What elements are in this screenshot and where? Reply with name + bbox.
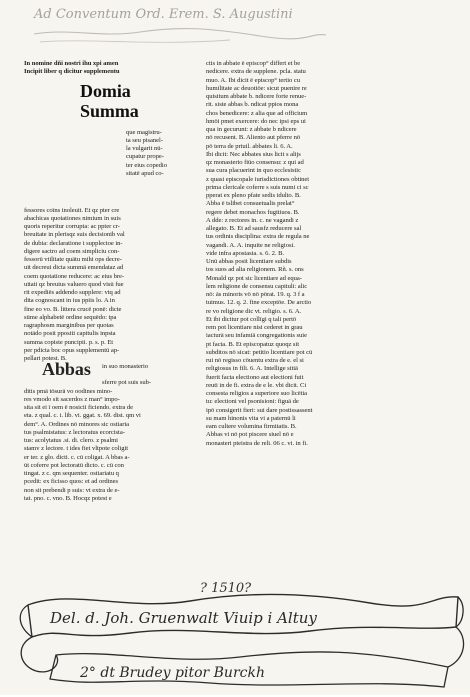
- body-line: rui nō regisso cōuentu extra de e. el si: [206, 357, 304, 364]
- body-line: Ibi dicit: Nec abbates sius licit s alijs: [206, 150, 301, 158]
- body-line: vide infra apostasia. s. 6. 2. B.: [206, 249, 285, 257]
- body-line: vagandi. A. A. inquite ne religiosi.: [206, 241, 295, 249]
- body-line: humilitate ac deuotiōe: sicut puenire re: [206, 84, 307, 92]
- heading-line-1: In nomine dñi nostri ihu xpi amen: [24, 60, 119, 67]
- body-line: rit expediēs addendo supplere: vtq ad: [24, 289, 121, 296]
- body-line: pcedit: ex ficisso quos: et ad ordines: [24, 478, 119, 486]
- body-line: rit. siste abbas b. ndicat ppios mona: [206, 101, 299, 109]
- body-line: A dde: z rectores in. c. ne vagandi z: [206, 216, 299, 224]
- side-line: cupatur prope-: [126, 153, 164, 161]
- body-line: nō recusent. B. Aliento aut pferre nō: [206, 134, 301, 142]
- body-line: digere sactro ad coem simpliciu con-: [24, 247, 120, 255]
- body-line: Et ibi dicitur pot collīgi q tali pertō: [206, 315, 297, 323]
- initial-prefix: Domia: [80, 80, 131, 101]
- body-line: eta. z qual. c. i. lib. vi. ggat. x. 69. dist. qm vi: [24, 412, 141, 420]
- abbas-initial-word: Abbas: [42, 359, 91, 380]
- body-line: fine eo vo. B. littera crucē ponē: dicte: [24, 305, 122, 313]
- scroll-inscription-top: Del. d. Joh. Gruenwalt Viuip i Altuy: [50, 609, 317, 627]
- body-line: nedicere. extra de supplene. pcla. statu: [206, 68, 306, 76]
- body-line: fessorū vtilitate quātu mihi ops decre-: [24, 256, 122, 263]
- body-line: pt facta. B. Et episcopatuz quoqz sit: [206, 340, 299, 348]
- body-line: Abbas vi nō pot piscere siuel nō e: [206, 431, 294, 439]
- body-line: sūme alphabetē ordine sequēdo: tpa: [24, 313, 117, 321]
- body-line: tu: electioni vel psonisioni: figuā de: [206, 398, 299, 406]
- body-line: nō: ās minoris vō nō pōrat. 19. q. 3 f a: [206, 291, 305, 298]
- body-line: er ter. z glo. dicti. c. cū coligat. A bbas a-: [24, 453, 130, 461]
- side-line: sitatē apud co-: [126, 169, 164, 177]
- body-line: ipō consigerit fieri: sui dare postissassent: [206, 406, 313, 414]
- body-line: dem°. A. Ordines nō minores sic ostiaria: [24, 420, 130, 428]
- body-line: tus psalmistatus: z lectoratus ecorcista-: [24, 428, 125, 436]
- initial-block: [24, 77, 196, 207]
- body-line: regere debet monachos fugitiuos. B.: [206, 208, 300, 216]
- initial-side-text: [126, 129, 196, 179]
- body-line: pellari potest. B.: [24, 355, 67, 362]
- side-line: ta seu pisanel-: [126, 136, 163, 144]
- body-line: tos suos ad alia religionem. Rñ. s. ons: [206, 266, 304, 274]
- body-line: fessores coīns inoleuit. Et qz pter cre: [24, 206, 120, 214]
- left-text-column: [24, 60, 196, 583]
- initial-summa: Summa: [80, 100, 139, 121]
- body-line: stamv z lectore. t ides fiet vltpote coligit: [24, 445, 129, 453]
- top-handwritten-inscription: [30, 2, 330, 50]
- ownership-scroll-banner: [10, 575, 465, 693]
- body-line: ūt coferre pot lectoratū dicto. c. cū con: [24, 461, 124, 469]
- side-line: que magistru-: [126, 128, 162, 136]
- body-line: sita sit ei ī oem ē nosicii ficiendo. extra de: [24, 404, 134, 411]
- right-text-column: [206, 60, 364, 577]
- body-line: uit decreui dicta summā emendataz ad: [24, 264, 124, 272]
- body-line: tingat. z c. qm sequenter. ostiariatu q: [24, 470, 119, 477]
- inscription-text: Ad Conventum Ord. Erem. S. Augustini: [34, 7, 293, 22]
- body-line: qua in gecurunt: z abbate b ndicere: [206, 126, 297, 133]
- body-line: sferre pot suis sub-: [102, 379, 151, 387]
- body-line: ragraphosm marginibus per quotas: [24, 322, 114, 329]
- body-line: tus ordinis disciplina: extra de regula ne: [206, 233, 310, 241]
- body-line: lem religione de consensu capituli: alic: [206, 282, 308, 290]
- body-line: hmōi pmet exercere: do nec ipsi eps ui: [206, 117, 306, 125]
- abbas-line-rest: in suo monasterio: [102, 363, 149, 371]
- initial-large-word: [80, 81, 139, 121]
- body-line: fuerit facta electiono aut electioni fuit: [206, 373, 304, 381]
- body-line: dita cognoscant in ius ppiis lo. A in: [24, 297, 115, 305]
- handwritten-date-note: ? 1510?: [200, 581, 252, 596]
- body-line: summa copiste puncipii. p. s. p. Et: [24, 338, 114, 346]
- body-line: Abba ē tslibet consuetualis prelat°: [206, 200, 295, 208]
- body-line: uitati qz breuius valuero quod visū fue: [24, 280, 124, 288]
- body-line: abachicas quotationes nimium in suis: [24, 214, 121, 222]
- body-line: ditis pmā tōsurā vo oodines mino-: [24, 387, 113, 395]
- body-line: su mam hinonis vita vi a paternū li: [206, 414, 296, 422]
- body-line: rem pot licentiare nisi cederet in grau: [206, 324, 303, 331]
- body-line: de dubia: declaratione t supplectoe in-: [24, 239, 123, 247]
- body-line: reuti in de fi. extra de e le. vbi dicit. Ci: [206, 381, 307, 389]
- body-line: breuitate in plerisqz suis decisionib val: [24, 231, 125, 239]
- body-line: per pdicta boc opus supplementū ap-: [24, 346, 120, 354]
- body-line: chos benedicere: z alia que ad officium: [206, 109, 308, 117]
- body-line: tat. pno. c. vno. B. Hocqz potest e: [24, 494, 112, 502]
- body-line: religiosus in fili. 6. A. Intellige sitiā: [206, 365, 298, 373]
- body-line: Monald qz pot sic licentiare ad equa-: [206, 274, 302, 282]
- body-line: ctis in abbate ē episcop° differt et be: [206, 60, 301, 67]
- body-line: subditos nō sicat: petitio licentiare pot cū: [206, 348, 313, 356]
- body-line: Unū abbas posit licentiare subdis: [206, 258, 292, 265]
- body-line: tuimus. 12. q. 2. fine exceptōe. De arctio: [206, 299, 312, 307]
- body-line: res vmodo sit sacerdos z man° impo-: [24, 395, 120, 403]
- body-line: allegato. B. Et ad sausfz reducere sal: [206, 225, 302, 232]
- side-line: ter eius copedio: [126, 161, 167, 169]
- body-line: eam cultere volumina firmitatis. B.: [206, 423, 297, 430]
- abbas-entry: [24, 359, 196, 380]
- body-line: pō terra de priuil. abbates li. 6. A.: [206, 142, 293, 150]
- body-line: non sit prebendi p suis: vt extra de e-: [24, 486, 120, 494]
- heading-line-2: Incipit liber q dicitur supplementu: [24, 68, 120, 76]
- body-line: prima clericale coferre s suis numi ci sc: [206, 183, 309, 191]
- body-line: z quasi episcopale iurisdictiones obtinet: [206, 175, 310, 183]
- body-line: muo. A. Ibi dicit ē episcop° tertio cu: [206, 76, 300, 84]
- body-line: quoris reperitur corrupta: ac ppter cr-: [24, 223, 120, 230]
- side-line: la vulgarit nū-: [126, 145, 163, 152]
- body-line: consesta religios a superiore suo licētia: [206, 390, 308, 397]
- body-line: qz monasterio fiūo consensu: z qui ad: [206, 159, 304, 166]
- body-line: tus: acolytatus .si. di. clero. z psalmi: [24, 437, 118, 444]
- body-line: monasteri pteistra de reli. 06 c. vi. in fi.: [206, 439, 308, 447]
- body-line: re vo religione dic vt. religio. s. 6. A.: [206, 307, 302, 315]
- body-line: iacturā seu infamiā congregationis suie: [206, 332, 307, 340]
- body-line: quisitum abbate b. ndicere forte renue-: [206, 93, 307, 100]
- body-line: notādo posit ppositi capitulis inpsta: [24, 330, 116, 338]
- body-line: coem quotatione reducere: ac eius bre-: [24, 272, 125, 280]
- body-line: sua cura placuerint in quo ecclesistic: [206, 167, 301, 175]
- scroll-inscription-bottom: 2° dt Brudey pitor Burckh: [80, 665, 265, 681]
- body-line: pperat ex pleno pfate sedis idulto. B.: [206, 192, 301, 199]
